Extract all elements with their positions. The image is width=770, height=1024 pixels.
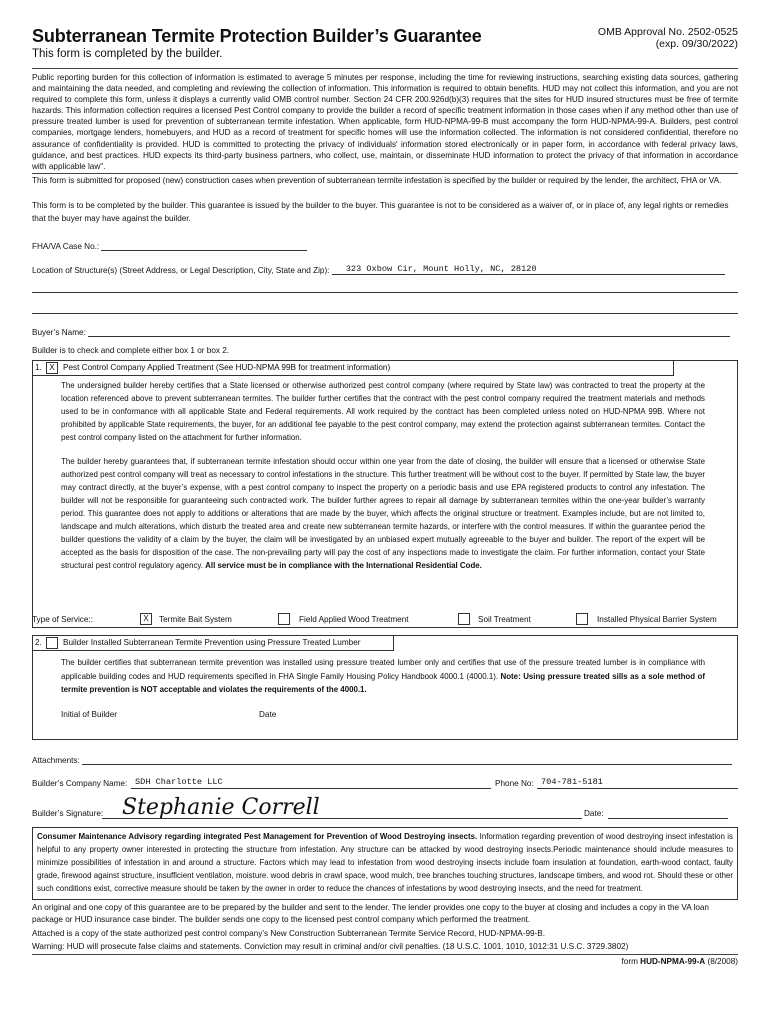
service-bait-checkbox[interactable]: X xyxy=(140,613,152,625)
footer-divider xyxy=(32,954,738,955)
burden-statement: Public reporting burden for this collection of information is estimated to average 5 minutes per response, including the time for reviewing instructions, searching existing data sources, gathering and maintaining the data needed, and completing and reviewing the collection of information. This information is required to obtain benefits. HUD may not collect this information, and you are not required to complete this form, unless it displays a currently valid OMB control number. Section 24 CFR 200.926d(b)(3) requires that the sites for HUD insured structures must be free of termite hazards. This information collection requires a licensed Pest Control company to provide the builder a record of specific treatment information in those cases when if any method other than use of pressure treated lumber is used for prevention of subterranean termite infestation. When applicable, form HUD-NPMA-99-B must accompany the form HUD-NPMA-99-A. Builders, pest control companies, mortgage lenders, homebuyers, and HUD as a record of treatment for specific homes will use the information collected. The information is not considered confidential, therefore no assurance of confidentiality is provided. HUD is committed to protecting the privacy of individuals' information stored electronically or in paper form, in accordance with federal privacy laws, guidance, and best practices. HUD expects its third-party business partners, who collect, use, maintain, or disseminate HUD information to protect the privacy of that information in accordance with applicable law". xyxy=(32,73,738,171)
intro-submission: This form is submitted for proposed (new) construction cases when prevention of subterranean termite infestation is specified by the builder or required by the lender, the architect, FHA or VA. xyxy=(32,175,722,185)
omb-number: OMB Approval No. 2502-0525 xyxy=(597,26,738,38)
service-soil-checkbox[interactable] xyxy=(458,613,470,625)
location-field[interactable]: 323 Oxbow Cir, Mount Holly, NC, 28120 xyxy=(332,264,725,275)
company-row xyxy=(32,777,738,791)
warning-note: Warning: HUD will prosecute false claims and statements. Conviction may result in criminal and/or civil penalties. (18 U.S.C. 1001. 1010, 1012:31 U.S.C. 3729.3802) xyxy=(32,942,629,951)
attachment-note: Attached is a copy of the state authorized pest control company’s New Construction Subterranean Termite Service Record, HUD-NPMA-99-B. xyxy=(32,929,546,938)
location-line-3[interactable] xyxy=(32,293,738,314)
case-number-row xyxy=(32,240,738,251)
service-barrier-label: Installed Physical Barrier System xyxy=(597,615,717,625)
company-label: Builder’s Company Name: xyxy=(32,779,128,789)
burden-divider xyxy=(32,173,738,174)
company-field[interactable]: SDH Charlotte LLC xyxy=(131,777,491,789)
case-number-field[interactable] xyxy=(101,240,307,251)
box-1-compliance: All service must be in compliance with the International Residential Code. xyxy=(205,560,482,570)
box-1-guarantee xyxy=(61,456,705,572)
box-2-title: Builder Installed Subterranean Termite Prevention using Pressure Treated Lumber xyxy=(63,638,361,648)
service-bait-label: Termite Bait System xyxy=(159,615,232,625)
box-1-checkbox[interactable]: X xyxy=(46,362,58,374)
box-2-certification xyxy=(61,656,705,696)
instruction: Builder is to check and complete either box 1 or box 2. xyxy=(32,346,230,356)
location-label: Location of Structure(s) (Street Address, or Legal Description, City, State and Zip): xyxy=(32,266,330,276)
form-id: HUD-NPMA-99-A xyxy=(640,957,706,966)
omb-approval xyxy=(598,26,738,50)
omb-expiration: (exp. 09/30/2022) xyxy=(655,38,738,50)
service-wood-checkbox[interactable] xyxy=(278,613,290,625)
attachments-label: Attachments: xyxy=(32,756,80,766)
signature-image: Stephanie Correll xyxy=(122,795,320,821)
box-1 xyxy=(32,360,738,628)
form-page xyxy=(32,22,738,966)
box-2-date-label: Date xyxy=(259,710,277,720)
signature-date-label: Date: xyxy=(584,809,604,819)
buyer-row xyxy=(32,326,738,337)
box-2-certification-text: The builder certifies that subterranean termite prevention was installed using pressure treated lumber only and certifies that use of the pressure treated lumber is in compliance with applicable building codes and HUD requirements specified in FHA Single Family Housing Policy Handbook 4000.1 (4000.1). xyxy=(61,658,705,681)
form-subtitle: This form is completed by the builder. xyxy=(32,48,223,60)
signature-label: Builder’s Signature: xyxy=(32,809,104,819)
advisory-heading: Consumer Maintenance Advisory regarding integrated Pest Management for Prevention of Wood Destroying insects. xyxy=(37,832,478,842)
case-number-label: FHA/VA Case No.: xyxy=(32,242,100,252)
attachments-row xyxy=(32,754,738,765)
service-type-row xyxy=(32,612,738,628)
copy-distribution-note: An original and one copy of this guarantee are to be prepared by the builder and sent to the lender. The lender provides one copy to the buyer at closing and includes a copy in the VA loan package or HUD insurance case binder. The builder sends one copy to the licensed pest control company which performed the treatment. xyxy=(32,903,709,924)
location-line-2[interactable] xyxy=(32,275,738,293)
form-header xyxy=(32,22,738,66)
advisory-body: Information regarding prevention of wood destroying insect infestation is helpful to any property owner interested in protecting the structure from infestation. Any structure can be attacked by wood destroying insects.Periodic maintenance should include measures to minimize possibilities of infestation in and around a structure. Factors which may lead to infestation from wood destroying insects include foam insulation at foundation, earth-wood contact, faulty grade, firewood against structure, insufficient ventilation, moisture. wood debris in crawl space, wood mulch, tree branches touching structures, landscape timbers, and wood rot. Should these or other such conditions exist, corrective measure should be taken by the owner in order to reduce the chances of infestations by wood destroying insects, and the need for treatment. xyxy=(37,832,733,894)
buyer-field[interactable] xyxy=(88,326,730,337)
form-date: (8/2008) xyxy=(707,957,738,966)
location-row xyxy=(32,264,738,275)
intro-completion: This form is to be completed by the builder. This guarantee is issued by the builder to the buyer. This guarantee is not to be considered as a waiver of, or in place of, any legal rights or remedies that the buyer may have against the builder. xyxy=(32,201,729,223)
box-2-number: 2. xyxy=(35,638,42,648)
box-2-initial-label: Initial of Builder xyxy=(61,710,117,720)
form-title: Subterranean Termite Protection Builder’s Guarantee xyxy=(32,26,482,46)
form-prefix: form xyxy=(621,957,638,966)
attachments-field[interactable] xyxy=(82,754,732,765)
service-soil-label: Soil Treatment xyxy=(478,615,531,625)
buyer-label: Buyer’s Name: xyxy=(32,328,86,338)
box-1-number: 1. xyxy=(35,363,42,373)
service-barrier-checkbox[interactable] xyxy=(576,613,588,625)
service-type-label: Type of Service:: xyxy=(32,615,93,625)
box-2-checkbox[interactable] xyxy=(46,637,58,649)
signature-field[interactable] xyxy=(102,795,582,821)
signature-date-field[interactable] xyxy=(608,799,728,819)
phone-label: Phone No: xyxy=(495,779,534,789)
header-divider xyxy=(32,68,738,69)
box-1-guarantee-text: The builder hereby guarantees that, if subterranean termite infestation should occur within one year from the date of closing, the builder will ensure that a licensed or otherwise State authorized pest control company will treat as necessary to control infestations in the structure. This further treatment will be without cost to the buyer. If permitted by State law, the buyer may contract directly, at the buyer’s expense, with a pest control company to inspect the property on a periodic basis and use EPA registered products to control any infestation. The builder will not be responsible for guaranteeing such contracted work. The builder further agrees to repair all damage by subterranean termites within the one-year builder’s warranty period. This guarantee does not apply to additions or alterations that are made by the buyer, which affects the original structure or treatment. Examples include, but are not limited to, landscape and mulch alterations, which disturb the treated area and create new subterranean termite hazards, or interfere with the control measures. If within the guarantee period the builder questions the validity of a claim by the buyer, the claim will be investigated by an unbiased expert mutually agreeable to the buyer and builder. The report of the expert will be accepted as the basis for disposition of the case. The non-prevailing party will pay the cost of any inspections made to investigate the claim. For further information, contact your State structural pest control regulatory agency. xyxy=(61,457,705,570)
phone-field[interactable]: 704-781-5181 xyxy=(537,777,738,789)
box-2-note: Note: Using pressure treated sills as a sole method of termite prevention is NOT acceptable and violates the requirements of the 4000.1. xyxy=(61,671,705,695)
box-2 xyxy=(32,635,738,740)
advisory-text xyxy=(37,831,733,896)
maintenance-advisory xyxy=(32,827,738,900)
box-1-certification: The undersigned builder hereby certifies that a State licensed or otherwise authorized pest control company (where required by State law) was contracted to treat the property at the location referenced above to prevent subterranean termites. The builder further certifies that the contract with the pest control company required the treatment materials and methods used to be in conformance with all applicable State and Federal requirements. All work required by the contract has been completed unless noted on HUD-NPMA 99B. Where not prohibited by applicable State requirements, the buyer, for an additional fee payable to the pest control company, may extend the protection against subterranean termites. Contact the pest control company listed on the attachment for further information. xyxy=(61,381,705,443)
service-wood-label: Field Applied Wood Treatment xyxy=(299,615,409,625)
signature-row xyxy=(32,795,738,821)
form-identifier xyxy=(32,957,738,966)
box-1-title: Pest Control Company Applied Treatment (See HUD-NPMA 99B for treatment information) xyxy=(63,363,391,373)
